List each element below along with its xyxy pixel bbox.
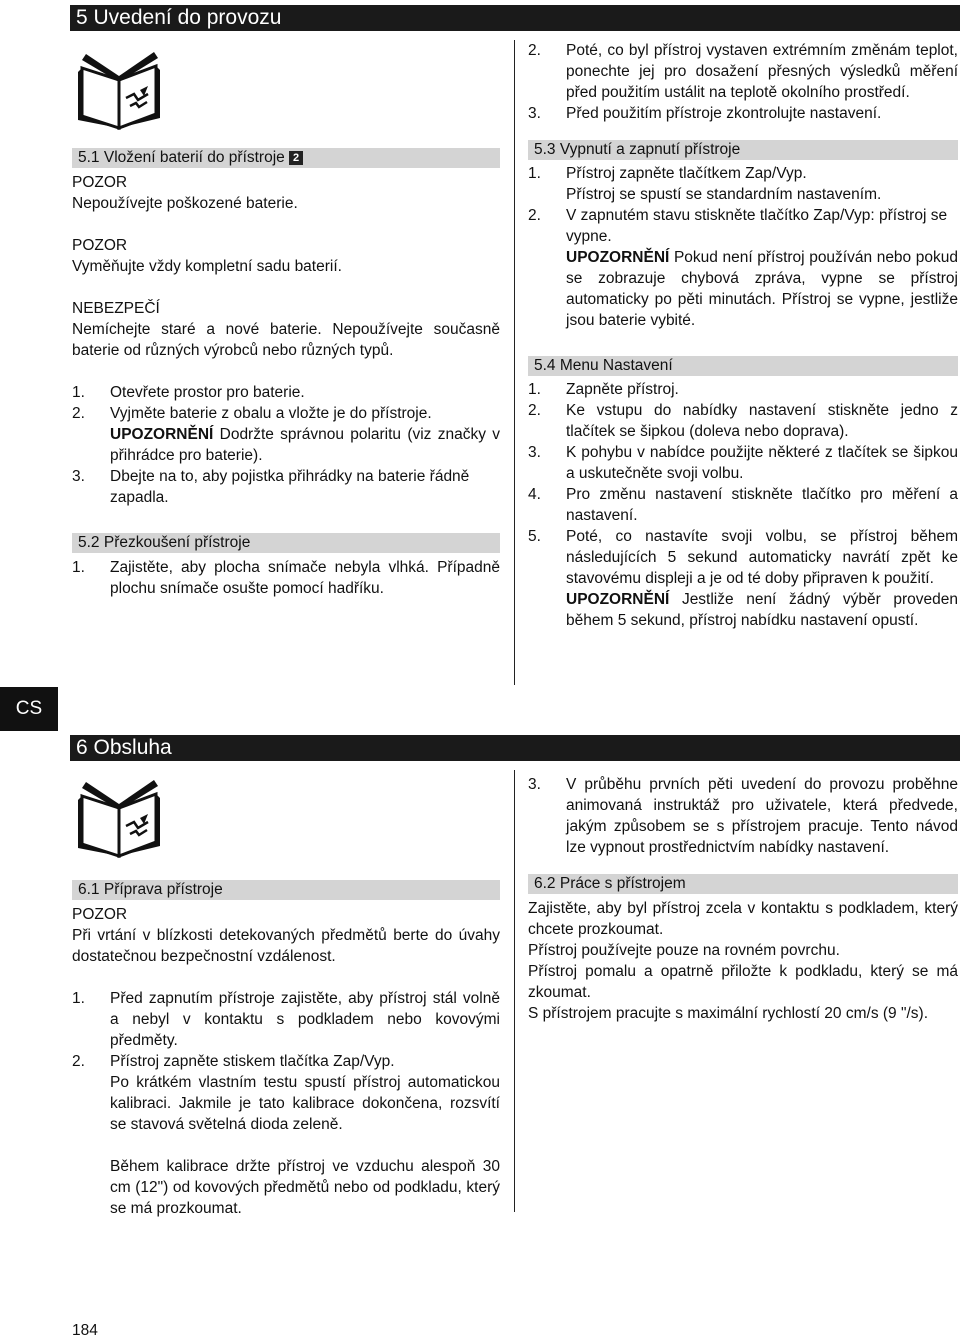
- paragraph: S přístrojem pracujte s maximální rychlostí 20 cm/s (9 "/s).: [528, 1005, 928, 1022]
- heading-5-3: 5.3 Vypnutí a zapnutí přístroje: [528, 140, 958, 160]
- list-item: 1. Otevřete prostor pro baterie.: [72, 384, 305, 401]
- list-item-extra: Během kalibrace držte přístroj ve vzduchu alespoň 30 cm (12") od kovových předmětů nebo od podkladu, který se má prozkoumat.: [110, 1158, 500, 1217]
- section-5-left-column: [72, 148, 500, 599]
- section-6-right-column: [528, 774, 958, 1024]
- danger-text: Nemíchejte staré a nové baterie. Nepoužívejte současně baterie od různých výrobců nebo různých typů.: [72, 321, 500, 359]
- list-item: 3. V průběhu prvních pěti uvedení do provozu proběhne animovaná instruktáž pro uživatele, která předvede, jakým způsobem se s přístrojem pracuje. Tento návod lze vypnout prostřednictvím nabídky nastavení.: [528, 776, 958, 856]
- heading-6-1: 6.1 Příprava přístroje: [72, 880, 500, 900]
- list-item-extra: Po krátkém vlastním testu spustí přístroj automatickou kalibraci. Jakmile je tato kalibrace dokončena, rozsvítí se stavová světelná dioda zeleně.: [110, 1074, 500, 1133]
- figure-badge: 2: [289, 151, 303, 165]
- language-tab: CS: [0, 687, 58, 731]
- list-item: 3. Dbejte na to, aby pojistka přihrádky na baterie řádně zapadla.: [72, 468, 470, 506]
- section-6-left-column: [72, 880, 500, 1219]
- heading-5-2: 5.2 Přezkoušení přístroje: [72, 533, 500, 553]
- caution-text: Při vrtání v blízkosti detekovaných předmětů berte do úvahy dostatečnou bezpečnostní vzdálenost.: [72, 927, 500, 965]
- section-6-title: 6 Obsluha: [70, 735, 960, 761]
- section-5-right-column: [528, 40, 958, 631]
- paragraph: Přístroj používejte pouze na rovném povrchu.: [528, 942, 840, 959]
- column-divider: [514, 770, 515, 1212]
- caution-label: POZOR: [72, 237, 128, 254]
- note: UPOZORNĚNÍ Jestliže není žádný výběr proveden během 5 sekund, přístroj nabídku nastavení opustí.: [566, 591, 958, 629]
- heading-5-1: 5.1 Vložení baterií do přístroje 2: [72, 148, 500, 168]
- list-item: 3. K pohybu v nabídce použijte některé z tlačítek se šipkou a uskutečněte svoji volbu.: [528, 444, 958, 482]
- page-number: 184: [72, 1322, 98, 1339]
- paragraph: Přístroj pomalu a opatrně přiložte k podkladu, který se má zkoumat.: [528, 963, 958, 1001]
- list-item: 2. Ke vstupu do nabídky nastavení stiskněte jedno z tlačítek se šipkou (doleva nebo doprava).: [528, 402, 958, 440]
- caution-text: Nepoužívejte poškozené baterie.: [72, 195, 298, 212]
- column-divider: [514, 40, 515, 685]
- list-item: 2. Přístroj zapněte stiskem tlačítka Zap/Vyp.: [72, 1053, 395, 1070]
- heading-5-4: 5.4 Menu Nastavení: [528, 356, 958, 376]
- list-item-extra: Přístroj se spustí se standardním nastavením.: [566, 186, 882, 203]
- list-item: 1. Přístroj zapněte tlačítkem Zap/Vyp.: [528, 165, 807, 182]
- list-item: 1. Zajistěte, aby plocha snímače nebyla vlhká. Případně plochu snímače osušte pomocí hadříku.: [72, 559, 500, 597]
- caution-text: Vyměňujte vždy kompletní sadu baterií.: [72, 258, 342, 275]
- caution-label: POZOR: [72, 906, 128, 923]
- list-item: 3. Před použitím přístroje zkontrolujte nastavení.: [528, 105, 882, 122]
- danger-label: NEBEZPEČÍ: [72, 300, 160, 317]
- list-item: 4. Pro změnu nastavení stiskněte tlačítko pro měření a nastavení.: [528, 486, 958, 524]
- manual-book-icon: [74, 778, 164, 858]
- list-item: 2. Poté, co byl přístroj vystaven extrémním změnám teplot, ponechte jej pro dosažení přesných výsledků měření před použitím ustálit na teplotě okolního prostředí.: [528, 42, 958, 101]
- list-item: 2. Vyjměte baterie z obalu a vložte je do přístroje.: [72, 405, 432, 422]
- note: UPOZORNĚNÍ Dodržte správnou polaritu (viz značky v přihrádce pro baterie).: [110, 426, 500, 464]
- section-5-title: 5 Uvedení do provozu: [70, 5, 960, 31]
- manual-book-icon: [74, 50, 164, 130]
- list-item: 2. V zapnutém stavu stiskněte tlačítko Zap/Vyp: přístroj se vypne.: [528, 207, 948, 245]
- paragraph: Zajistěte, aby byl přístroj zcela v kontaktu s podkladem, který chcete prozkoumat.: [528, 900, 958, 938]
- heading-6-2: 6.2 Práce s přístrojem: [528, 874, 958, 894]
- list-item: 1. Před zapnutím přístroje zajistěte, aby přístroj stál volně a nebyl v kontaktu s podkladem nebo kovovými předměty.: [72, 990, 500, 1049]
- caution-label: POZOR: [72, 174, 128, 191]
- list-item: 1. Zapněte přístroj.: [528, 381, 679, 398]
- note: UPOZORNĚNÍ Pokud není přístroj používán nebo pokud se zobrazuje chybová zpráva, vypne se přístroj automaticky po pěti minutách. Přístroj se vypne, jestliže jsou baterie vybité.: [566, 249, 958, 329]
- list-item: 5. Poté, co nastavíte svoji volbu, se přístroj během následujících 5 sekund automaticky navrátí zpět ke stavovému displeji a je od té doby připraven k použití.: [528, 528, 958, 587]
